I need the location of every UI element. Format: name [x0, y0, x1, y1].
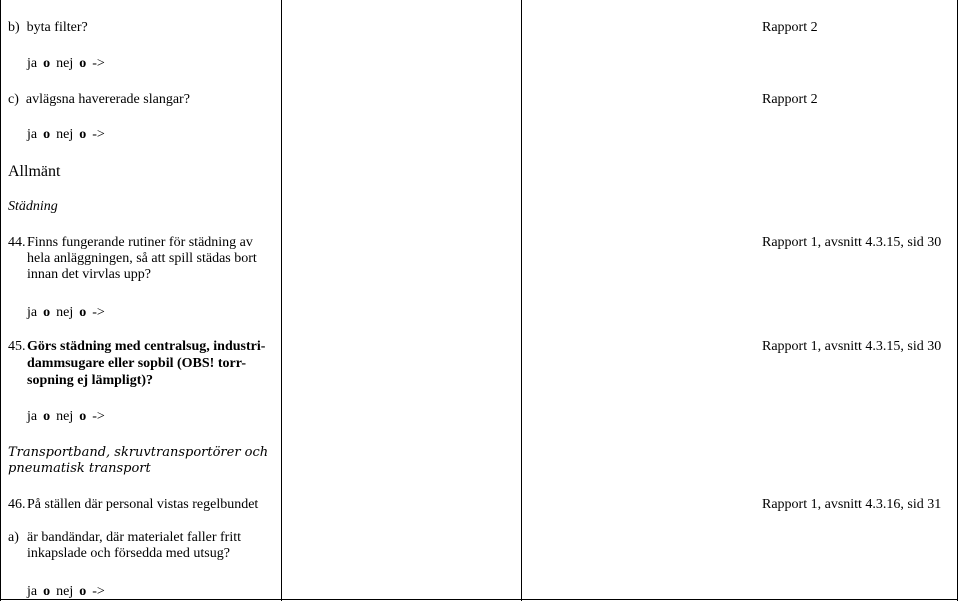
- no-checkbox[interactable]: o: [79, 584, 87, 599]
- subheading-transport-line-1: Transportband, skruvtransportörer och: [8, 445, 269, 460]
- yes-label: ja: [27, 127, 38, 142]
- no-checkbox[interactable]: o: [79, 305, 87, 320]
- yes-no-choice: [27, 127, 105, 143]
- yes-no-choice: [27, 305, 105, 321]
- question-44-reference: Rapport 1, avsnitt 4.3.15, sid 30: [762, 235, 942, 250]
- no-label: nej: [56, 305, 74, 320]
- yes-label: ja: [27, 584, 38, 599]
- table-border-bottom: [0, 599, 958, 600]
- yes-no-choice: [27, 409, 105, 425]
- yes-no-choice: [27, 56, 105, 72]
- question-46a-line-1: är bandändar, där materialet faller fritt: [27, 530, 241, 545]
- column-divider-1: [281, 0, 282, 601]
- question-44-line-2: hela anläggningen, så att spill städas bort: [27, 251, 257, 266]
- question-44-line-3: innan det virvlas upp?: [27, 267, 152, 282]
- table-border-left: [0, 0, 1, 601]
- arrow-icon: ->: [92, 56, 105, 71]
- question-46-number: 46.: [8, 497, 26, 512]
- item-c-text: avlägsna havererade slangar?: [25, 92, 190, 107]
- question-45-number: 45.: [8, 339, 26, 354]
- subheading-transport-line-2: pneumatisk transport: [8, 461, 151, 476]
- arrow-icon: ->: [92, 409, 105, 424]
- no-checkbox[interactable]: o: [79, 56, 87, 71]
- arrow-icon: ->: [92, 584, 105, 599]
- yes-checkbox[interactable]: o: [43, 127, 51, 142]
- arrow-icon: ->: [92, 127, 105, 142]
- no-label: nej: [56, 584, 74, 599]
- yes-checkbox[interactable]: o: [43, 305, 51, 320]
- question-45-line-3: sopning ej lämpligt)?: [27, 373, 154, 388]
- table-border-right: [957, 0, 958, 601]
- yes-no-choice: [27, 584, 105, 600]
- item-b-reference: Rapport 2: [762, 20, 818, 35]
- yes-checkbox[interactable]: o: [43, 56, 51, 71]
- no-checkbox[interactable]: o: [79, 409, 87, 424]
- subheading-stadning: Städning: [8, 199, 58, 214]
- section-heading-allmant: Allmänt: [8, 163, 61, 180]
- yes-label: ja: [27, 409, 38, 424]
- question-46a-line-2: inkapslade och försedda med utsug?: [27, 546, 230, 561]
- question-45-line-1: Görs städning med centralsug, industri-: [27, 339, 266, 354]
- question-44-number: 44.: [8, 235, 26, 250]
- question-46a-label: a): [8, 530, 19, 545]
- item-c-label: c): [8, 92, 19, 107]
- question-46-reference: Rapport 1, avsnitt 4.3.16, sid 31: [762, 497, 942, 512]
- yes-checkbox[interactable]: o: [43, 409, 51, 424]
- question-46-text: På ställen där personal vistas regelbundet: [27, 497, 259, 512]
- item-b: [8, 20, 88, 36]
- yes-label: ja: [27, 56, 38, 71]
- item-b-text: byta filter?: [26, 20, 88, 35]
- item-c: [8, 92, 190, 108]
- item-c-reference: Rapport 2: [762, 92, 818, 107]
- question-45-line-2: dammsugare eller sopbil (OBS! torr-: [27, 356, 247, 371]
- no-label: nej: [56, 127, 74, 142]
- yes-checkbox[interactable]: o: [43, 584, 51, 599]
- no-checkbox[interactable]: o: [79, 127, 87, 142]
- item-b-label: b): [8, 20, 20, 35]
- question-44-line-1: Finns fungerande rutiner för städning av: [27, 235, 253, 250]
- no-label: nej: [56, 56, 74, 71]
- no-label: nej: [56, 409, 74, 424]
- column-divider-2: [521, 0, 522, 601]
- yes-label: ja: [27, 305, 38, 320]
- question-45-reference: Rapport 1, avsnitt 4.3.15, sid 30: [762, 339, 942, 354]
- arrow-icon: ->: [92, 305, 105, 320]
